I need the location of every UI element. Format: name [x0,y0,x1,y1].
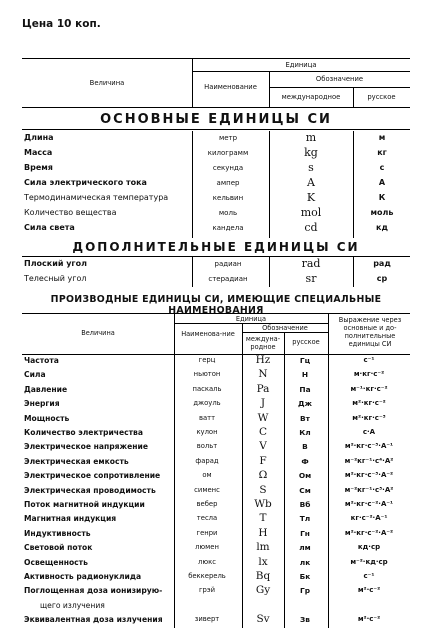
table-row [22,191,410,206]
unit-name-cell: ньютон [193,370,221,379]
col2-international: междуна-родное [245,335,281,351]
international-symbol-cell: lx [258,555,268,568]
russian-symbol-cell: лм [299,543,311,553]
international-symbol-cell: F [259,454,267,467]
col-international: международное [281,93,341,101]
table-row [22,426,410,440]
russian-symbol-cell: См [299,485,311,495]
unit-name-cell: герц [198,356,216,364]
quantity-cell: Энергия [24,399,60,409]
unit-name-cell: радиан [214,260,242,268]
expression-cell: м²·кг·с⁻² [352,399,386,408]
col-unit: Единица [285,61,317,69]
expression-cell: кг·с⁻²·А⁻¹ [350,514,388,523]
expression-cell: м²·кг·с⁻³·А⁻¹ [344,442,394,451]
russian-symbol-cell: кг [377,148,387,157]
international-symbol-cell: V [259,440,267,453]
unit-name-cell: ом [202,471,212,480]
unit-name-cell: моль [218,209,238,217]
international-symbol-cell: A [307,176,315,189]
unit-name-cell: беккерель [188,572,226,580]
table-row [22,397,410,411]
international-symbol-cell: Wb [254,498,272,510]
international-symbol-cell: K [306,191,316,204]
russian-symbol-cell: с [379,163,385,172]
expression-cell: кд·ср [357,543,381,552]
russian-symbol-cell: моль [370,208,394,217]
quantity-cell: Освещенность [24,557,88,567]
expression-cell: м²·кг·с⁻³ [352,413,386,422]
expression-cell: м⁻²кг⁻¹·с⁴·А² [344,456,394,465]
table-row [22,131,410,146]
unit-name-cell: паскаль [192,384,222,393]
international-symbol-cell: Sv [256,613,270,626]
section-derived-title: ПРОИЗВОДНЫЕ ЕДИНИЦЫ СИ, ИМЕЮЩИЕ СПЕЦИАЛЬНЫЕ НАИМЕНОВАНИЯ [50,294,382,316]
unit-name-cell: секунда [212,164,244,172]
russian-symbol-cell: А [378,178,386,187]
table-row [22,440,410,454]
expression-cell: м²·кг·с⁻²·А⁻¹ [344,500,394,508]
unit-name-cell: люмен [195,543,219,552]
unit-name-cell: генри [196,528,218,537]
table-row [22,527,410,541]
russian-symbol-cell: Кл [299,428,311,437]
russian-symbol-cell: Ф [301,456,309,466]
section-additional-title: ДОПОЛНИТЕЛЬНЫЕ ЕДИНИЦЫ СИ [72,240,360,254]
russian-symbol-cell: Вт [300,413,310,423]
russian-symbol-cell: Гн [300,528,310,538]
col-quantity: Величина [89,79,125,87]
table-row [22,368,410,382]
expression-cell: с⁻¹ [363,356,375,364]
quantity-cell: Световой поток [24,543,93,553]
international-symbol-cell: C [258,426,268,438]
col2-name: Наименова-ние [181,330,235,338]
international-symbol-cell: Hz [255,354,271,366]
quantity-cell: Количество электричества [24,428,143,437]
table-row [22,383,410,397]
quantity-cell: Эквивалентная доза излучения [24,615,163,625]
international-symbol-cell: Bq [255,570,271,582]
unit-name-cell: фарад [195,456,219,465]
expression-cell: м²·кг·с⁻³·А⁻² [344,471,394,480]
col-name: Наименование [204,83,257,91]
unit-name-cell: вебер [196,500,218,508]
international-symbol-cell: m [305,131,317,144]
col2-quantity: Величина [81,329,115,337]
main-table-header [22,58,410,108]
unit-name-cell: кандела [212,224,244,232]
expression-cell: м·кг·с⁻² [353,370,385,379]
table-row [22,146,410,161]
quantity-cell: Количество вещества [24,208,117,217]
unit-name-cell: вольт [196,442,218,451]
unit-name-cell: тесла [196,514,218,523]
international-symbol-cell: kg [304,146,318,159]
section-basic-title: ОСНОВНЫЕ ЕДИНИЦЫ СИ [100,112,332,127]
international-symbol-cell: cd [304,221,318,234]
unit-name-cell: грэй [198,586,216,595]
quantity-cell: Электрическая емкость [24,456,129,466]
unit-name-cell: килограмм [207,149,249,157]
international-symbol-cell: mol [300,206,322,219]
unit-name-cell: сименс [194,485,220,494]
derived-table-header [22,313,410,355]
russian-symbol-cell: К [378,193,386,202]
international-symbol-cell: lm [256,541,270,554]
russian-symbol-cell: Вб [299,500,311,509]
international-symbol-cell: s [308,161,314,174]
quantity-cell: Электрическое напряжение [24,442,148,452]
col-russian: русское [367,93,396,101]
russian-symbol-cell: рад [373,259,391,268]
russian-symbol-cell: Н [301,370,309,380]
unit-name-cell: кельвин [212,194,244,202]
quantity-cell: Сила света [24,223,75,232]
quantity-cell: Плоский угол [24,259,87,268]
russian-symbol-cell: ср [376,274,388,283]
table-row [22,257,410,272]
table-row [22,599,410,613]
quantity-cell: Индуктивность [24,528,91,538]
quantity-cell: Электрическая проводимость [24,485,156,495]
international-symbol-cell: T [259,512,267,525]
unit-name-cell: кулон [196,428,218,436]
international-symbol-cell: Pa [256,382,270,395]
quantity-cell: Поток магнитной индукции [24,500,145,509]
unit-name-cell: джоуль [193,399,221,408]
col-designation: Обозначение [315,75,364,83]
russian-symbol-cell: Ом [298,471,312,481]
additional-units-table [22,257,410,287]
table-row [22,498,410,512]
quantity-cell: Термодинамическая температура [24,193,169,202]
table-row [22,161,410,176]
table-row [22,469,410,483]
col2-russian: русское [292,338,320,346]
table-row [22,613,410,627]
table-row [22,176,410,191]
expression-cell: с⁻¹ [363,572,375,580]
quantity-cell: Магнитная индукция [24,514,117,524]
derived-units-table [22,354,410,628]
quantity-cell: Телесный угол [24,274,87,283]
quantity-cell: Мощность [24,413,70,423]
table-row [22,412,410,426]
price-label: Цена 10 коп. [22,18,101,30]
expression-cell: м²·с⁻² [357,615,381,624]
quantity-cell: Электрическое сопротивление [24,471,161,481]
unit-name-cell: люкс [198,557,216,566]
expression-cell: с·А [362,428,376,436]
russian-symbol-cell: Зв [300,615,310,625]
international-symbol-cell: S [259,483,267,496]
col2-expression: Выражение через основные и до-полнительные единицы СИ [338,316,402,348]
international-symbol-cell: sr [305,272,317,285]
quantity-cell: Масса [24,148,53,157]
expression-cell: м²·кг·с⁻²·А⁻² [344,528,394,537]
international-symbol-cell: Gy [255,584,271,597]
table-row [22,584,410,598]
international-symbol-cell: J [260,397,266,410]
russian-symbol-cell: кд [376,223,388,232]
unit-name-cell: ампер [216,179,240,187]
unit-name-cell: стерадиан [208,275,248,283]
quantity-cell: Длина [24,133,54,142]
unit-name-cell: метр [218,134,238,142]
quantity-cell: Поглощенная доза ионизирую- [24,586,163,596]
international-symbol-cell: N [258,368,268,381]
russian-symbol-cell: Бк [299,572,311,581]
international-symbol-cell: rad [301,257,321,270]
table-row [22,206,410,221]
table-row [22,455,410,469]
expression-cell: м²·с⁻² [357,586,381,595]
expression-cell: м⁻²кг⁻¹·с³·А² [344,485,394,494]
table-row [22,512,410,526]
quantity-cell: щего излучения [40,600,105,610]
russian-symbol-cell: Тл [299,514,311,524]
russian-symbol-cell: В [302,442,308,452]
quantity-cell: Активность радионуклида [24,572,142,581]
expression-cell: м⁻¹·кг·с⁻² [350,384,388,393]
expression-cell: м⁻²·кд·ср [350,557,388,566]
russian-symbol-cell: Па [299,384,311,394]
russian-symbol-cell: Дж [298,399,312,409]
quantity-cell: Сила электрического тока [24,178,147,187]
table-row [22,570,410,584]
table-row [22,221,410,236]
col2-designation: Обозначение [262,324,308,332]
table-row [22,354,410,368]
international-symbol-cell: W [257,411,269,424]
russian-symbol-cell: Гц [299,356,311,365]
international-symbol-cell: Ω [258,469,268,482]
quantity-cell: Частота [24,356,59,365]
quantity-cell: Сила [24,370,46,380]
quantity-cell: Давление [24,384,68,394]
table-row [22,484,410,498]
russian-symbol-cell: Гр [300,586,310,596]
quantity-cell: Время [24,163,53,172]
table-row [22,272,410,287]
unit-name-cell: ватт [198,413,216,422]
table-row [22,556,410,570]
international-symbol-cell: H [258,526,268,539]
table-row [22,541,410,555]
col2-unit: Единица [235,315,267,323]
basic-units-table [22,131,410,238]
unit-name-cell: зиверт [194,615,220,624]
russian-symbol-cell: м [378,133,386,142]
russian-symbol-cell: лк [299,557,311,567]
